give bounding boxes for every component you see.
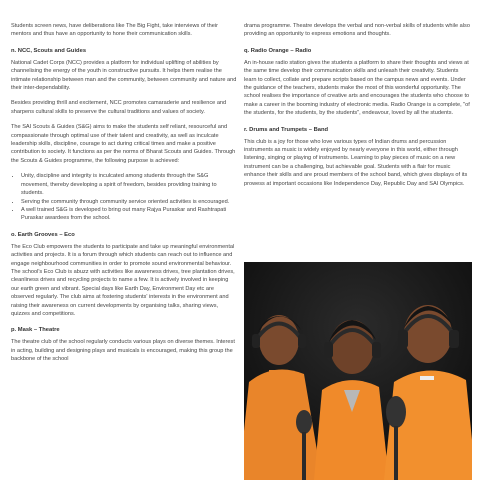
scouts-bullet-list bbox=[11, 172, 237, 222]
student-middle bbox=[314, 320, 389, 480]
heading-theatre: p. Mask – Theatre bbox=[11, 327, 60, 334]
heading-ncc: n. NCC, Scouts and Guides bbox=[11, 47, 87, 54]
heading-band: r. Drums and Trumpets – Band bbox=[244, 126, 329, 133]
paragraph-intro: Students screen news, have deliberations like The Big Fight, take interviews of their mentors and thus have an opportunity to hone their communication skills. bbox=[11, 23, 218, 38]
paragraph-ncc-1: National Cadet Corps (NCC) provides a platform for individual uplifting of abilities by channelising the energy of the youth in constructive pursuits. It helps them realise the intimate relationship between man and the community, between community and nature and their inter-dependability. bbox=[11, 59, 237, 92]
paragraph-scouts: The SAI Scouts & Guides (S&G) aims to make the students self reliant, resourceful and compassionate through optimal use of their talent and creativity, as well as inculcate leadership skills, discipline, courage to act during critical times and make a positive contribution to society. It functions as per the norms of Bharat Scouts and Guides. Through the Scouts & Guides programme, the following purpose is achieved: bbox=[11, 124, 236, 164]
paragraph-ncc-2: Besides providing thrill and excitement, NCC promotes camaraderie and resilience and sharpens cultural skills to preserve the cultural traditions and values of society. bbox=[11, 100, 227, 115]
left-column bbox=[11, 22, 237, 371]
bullet-item: • A well trained S&G is developed to bring out many Rajya Puraskar and Rashtrapati Puraskar awardees from the school. bbox=[21, 206, 237, 223]
paragraph-band: This club is a joy for those who love various types of Indian drums and percussion instruments as music is widely enjoyed by nearly everyone in this world, either through listening, singing or playing of instruments. Learning to play pieces of music on a new instrument can be a challenging, but achievable goal. Students with a flair for music enhance their skills and are proud members of the school band, which gives displays of its prowess at important occasions like Independence Day, Republic Day and SAI Olympics. bbox=[244, 138, 468, 187]
paragraph-eco: The Eco Club empowers the students to participate and take up meaningful environmental activities and projects. It is a forum through which students can reach out to influence and engage neighbourhood communities in order to promote sound environmental behaviour. The school's Eco Club is abuzz with activities like awareness drives, tree plantation drives, cleanliness drives and recycling projects to name a few. It is actively involved in keeping our earth green and vibrant. Special days like Earth Day, Environment Day etc are observed regularly. The club aims at fostering students' interests in the environment and raising their awareness on current developments by organising talks, sharing views, quizzes and competitions. bbox=[11, 243, 235, 317]
right-column bbox=[244, 22, 472, 195]
paragraph-radio: An in-house radio station gives the students a platform to share their thoughts and views at the same time develop their communication skills and unleash their creativity. Students learn to collect, collate and prepare scripts based on the campus news and events. Under the guidance of the teachers, students make the most of this wonderful opportunity. The school realises the importance of creative arts and encourages the students who choose to make a career in the booming industry of electronic media. Radio Orange is a complete, "of the students, for the students, by the students", endeavour, loved by all the students. bbox=[244, 59, 470, 117]
paragraph-theatre-cont: drama programme. Theatre develops the verbal and non-verbal skills of students while also providing an opportunity to express emotions and thoughts. bbox=[244, 23, 470, 38]
bullet-item: • Unity, discipline and integrity is inculcated among students through the S&G movement, thereby developing a spirit of freedom, besides providing training to students. bbox=[21, 172, 237, 197]
photo-illustration bbox=[244, 262, 472, 480]
paragraph-theatre: The theatre club of the school regularly conducts various plays on diverse themes. Interest in acting, building and designing plays and musicals is encouraged, making this group the backbone of the school bbox=[11, 339, 235, 363]
heading-eco: o. Earth Grooves – Eco bbox=[11, 231, 75, 238]
bullet-item: • Serving the community through community service oriented activities is encouraged. bbox=[21, 198, 237, 206]
heading-radio: q. Radio Orange – Radio bbox=[244, 47, 312, 54]
students-radio-photo bbox=[244, 262, 472, 480]
